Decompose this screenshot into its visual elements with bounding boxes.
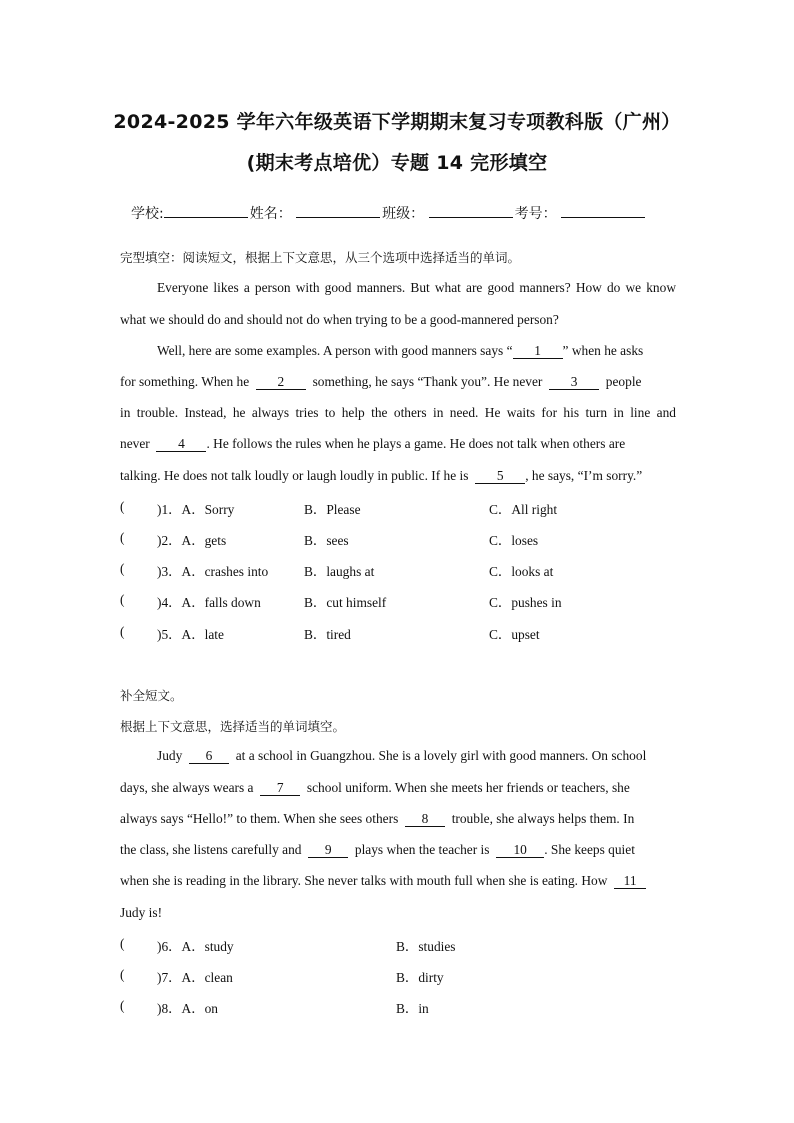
blank-11[interactable]: 11 [614,874,646,889]
option-a[interactable]: )6．A．study [157,939,234,954]
title-line-1: 2024-2025 学年六年级英语下学期期末复习专项教科版（广州） [113,111,681,133]
option-a[interactable]: )8．A．on [157,1001,218,1016]
answer-paren[interactable]: ( [120,998,125,1013]
exam-number-label: 考号： [514,206,557,222]
option-c[interactable]: C．pushes in [489,595,562,610]
section2-instruction: 根据上下文意思，选择适当的单词填空。 [120,719,346,734]
student-info-row [131,203,647,223]
option-a[interactable]: )3．A．crashes into [157,564,269,579]
passage-text: . He follows the rules when he plays a game. He does not talk when others are [206,436,626,451]
option-b[interactable]: B．cut himself [304,595,387,610]
answer-paren[interactable]: ( [120,624,125,639]
passage-text: when she is reading in the library. She never talks with mouth full when she is eating. How [120,873,608,888]
option-b[interactable]: B．laughs at [304,564,375,579]
passage-text: ” when he asks [562,343,644,358]
passage1-line [120,436,676,452]
passage2-line: Judy is! [120,905,163,920]
option-a[interactable]: )5．A．late [157,627,224,642]
passage-text: trouble, she always helps them. In [451,811,635,826]
school-label: 学校: [131,206,164,222]
passage-text: school uniform. When she meets her friends or teachers, she [306,780,630,795]
option-a[interactable]: )7．A．clean [157,970,233,985]
name-field[interactable] [296,203,380,218]
option-b[interactable]: B．sees [304,533,349,548]
answer-paren[interactable]: ( [120,499,125,514]
blank-9[interactable]: 9 [308,843,348,858]
passage-text: Judy [157,748,183,763]
section2-heading: 补全短文。 [120,688,183,703]
option-b[interactable]: B．Please [304,502,361,517]
blank-8[interactable]: 8 [405,812,445,827]
blank-1[interactable]: 1 [513,344,563,359]
passage2-line [120,811,676,827]
blank-7[interactable]: 7 [260,781,300,796]
passage2-line [157,748,676,764]
answer-paren[interactable]: ( [120,561,125,576]
title-line-2: (期末考点培优）专题 14 完形填空 [246,152,548,174]
answer-paren[interactable]: ( [120,936,125,951]
passage-text: plays when the teacher is [354,842,490,857]
passage-text: something, he says “Thank you”. He never [312,374,543,389]
option-b[interactable]: B．in [396,1001,429,1016]
option-c[interactable]: C．All right [489,502,558,517]
answer-paren[interactable]: ( [120,967,125,982]
blank-2[interactable]: 2 [256,375,306,390]
option-a[interactable]: )2．A．gets [157,533,227,548]
passage1-line [157,343,676,359]
option-b[interactable]: B．tired [304,627,351,642]
passage-text: always says “Hello!” to them. When she sees others [120,811,399,826]
passage1-line [120,468,676,484]
name-label: 姓名： [249,206,292,222]
answer-paren[interactable]: ( [120,530,125,545]
option-a[interactable]: )4．A．falls down [157,595,261,610]
answer-paren[interactable]: ( [120,592,125,607]
passage-text: the class, she listens carefully and [120,842,302,857]
passage-text: days, she always wears a [120,780,254,795]
passage1-line: Everyone likes a person with good manners. But what are good manners? How do we know [157,280,676,295]
class-label: 班级： [382,206,425,222]
option-c[interactable]: C．looks at [489,564,554,579]
blank-5[interactable]: 5 [475,469,525,484]
blank-4[interactable]: 4 [156,437,206,452]
passage-text: , he says, “I’m sorry.” [525,468,643,483]
passage2-line [120,780,676,796]
passage1-line [120,374,676,390]
option-c[interactable]: C．upset [489,627,540,642]
school-field[interactable] [164,203,248,218]
passage1-line: what we should do and should not do when trying to be a good-mannered person? [120,312,559,327]
exam-number-field[interactable] [561,203,645,218]
blank-6[interactable]: 6 [189,749,229,764]
option-b[interactable]: B．dirty [396,970,444,985]
blank-10[interactable]: 10 [496,843,544,858]
option-c[interactable]: C．loses [489,533,539,548]
passage1-line: in trouble. Instead, he always tries to help the others in need. He waits for his turn in line and [120,405,676,420]
passage2-line [120,842,676,858]
passage-text: never [120,436,150,451]
class-field[interactable] [429,203,513,218]
passage-text: Well, here are some examples. A person with good manners says “ [157,343,513,358]
passage-text: people [605,374,642,389]
passage2-line [120,873,676,889]
blank-3[interactable]: 3 [549,375,599,390]
passage-text: talking. He does not talk loudly or laugh loudly in public. If he is [120,468,469,483]
passage-text: for something. When he [120,374,250,389]
option-b[interactable]: B．studies [396,939,456,954]
option-a[interactable]: )1．A．Sorry [157,502,235,517]
passage-text: . She keeps quiet [544,842,635,857]
section1-instruction: 完型填空：阅读短文，根据上下文意思，从三个选项中选择适当的单词。 [120,250,521,265]
passage-text: at a school in Guangzhou. She is a lovely girl with good manners. On school [235,748,647,763]
